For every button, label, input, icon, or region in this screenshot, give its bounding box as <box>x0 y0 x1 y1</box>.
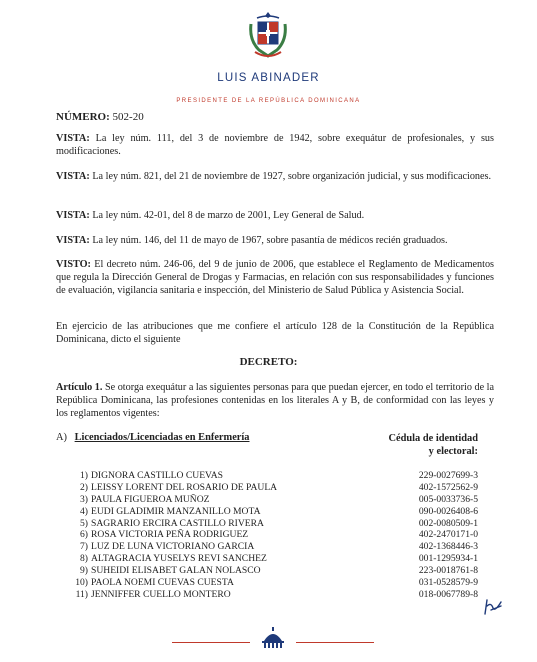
visto-label: VISTO: <box>56 259 91 270</box>
president-name: LUIS ABINADER <box>217 72 320 84</box>
list-item <box>56 529 480 541</box>
vista-text: La ley núm. 42-01, del 8 de marzo de 2001, Ley General de Salud. <box>89 210 365 221</box>
item-index: 11) <box>75 588 88 600</box>
person-cedula: 002-0080509-1 <box>418 517 478 529</box>
item-index: 2) <box>80 481 88 493</box>
person-name: JENNIFFER CUELLO MONTERO <box>91 588 231 600</box>
section-letter: A) <box>56 432 67 443</box>
decree-number-value: 502-20 <box>112 111 144 123</box>
person-name: EUDI GLADIMIR MANZANILLO MOTA <box>91 505 261 517</box>
person-cedula: 402-2470171-0 <box>418 529 478 541</box>
visto-text: El decreto núm. 246-06, del 9 de junio de 2006, que establece el Reglamento de Medicamentos que regula la Dirección General de Drogas y Farmacias, en relación con sus responsabilidades y funciones de evaluación, vigilancia sanitaria e inspección, del Ministerio de Salud Pública y Asistencia Social. <box>56 259 494 296</box>
vista-paragraph-3 <box>56 209 494 222</box>
person-name: LUZ DE LUNA VICTORIANO GARCIA <box>91 541 255 553</box>
footer-divider-right <box>296 642 374 643</box>
footer-divider-left <box>172 642 250 643</box>
ejercicio-paragraph: En ejercicio de las atribuciones que me confiere el artículo 128 de la Constitución de la República Dominicana, dicto el siguiente <box>56 321 494 345</box>
person-cedula: 402-1368446-3 <box>418 541 478 553</box>
person-name: PAOLA NOEMI CUEVAS CUESTA <box>91 577 234 589</box>
person-cedula: 402-1572562-9 <box>418 481 478 493</box>
list-item <box>56 518 480 530</box>
vista-label: VISTA: <box>56 133 90 144</box>
item-index: 7) <box>80 541 88 553</box>
vista-label: VISTA: <box>56 210 90 221</box>
vista-paragraph-2 <box>56 170 494 183</box>
list-item <box>56 541 480 553</box>
vista-text: La ley núm. 111, del 3 de noviembre de 1942, sobre exequátur de profesionales, y sus modificaciones. <box>56 133 494 157</box>
person-cedula: 031-0528579-9 <box>418 577 478 589</box>
cedula-header-line-1: Cédula de identidad <box>388 433 478 444</box>
list-item <box>56 494 480 506</box>
person-cedula: 090-0026408-6 <box>418 505 478 517</box>
vista-label: VISTA: <box>56 235 90 246</box>
list-item <box>56 565 480 577</box>
people-list <box>56 470 480 601</box>
item-index: 10) <box>75 577 88 589</box>
decree-number-label: NÚMERO: <box>56 111 110 123</box>
list-item <box>56 589 480 601</box>
signature-initials-icon <box>481 596 505 616</box>
decreto-heading: DECRETO: <box>239 356 298 368</box>
vista-text: La ley núm. 146, del 11 de mayo de 1967, sobre pasantía de médicos recién graduados. <box>89 235 448 246</box>
list-item <box>56 506 480 518</box>
person-cedula: 018-0067789-8 <box>418 588 478 600</box>
list-item <box>56 553 480 565</box>
vista-label: VISTA: <box>56 171 90 182</box>
list-item <box>56 482 480 494</box>
articulo-1-paragraph <box>56 381 494 420</box>
item-index: 5) <box>80 517 88 529</box>
item-index: 4) <box>80 505 88 517</box>
person-cedula: 229-0027699-3 <box>418 470 478 481</box>
decree-number <box>56 111 144 123</box>
vista-text: La ley núm. 821, del 21 de noviembre de 1927, sobre organización judicial, y sus modificaciones. <box>89 171 492 182</box>
visto-paragraph <box>56 258 494 297</box>
item-index: 3) <box>80 493 88 505</box>
section-a-heading <box>56 432 250 443</box>
person-name: DIGNORA CASTILLO CUEVAS <box>91 470 224 481</box>
person-cedula: 005-0033736-5 <box>418 493 478 505</box>
list-item <box>56 470 480 482</box>
president-title: PRESIDENTE DE LA REPÚBLICA DOMINICANA <box>176 98 361 104</box>
palace-emblem-icon <box>260 627 286 649</box>
vista-paragraph-4 <box>56 234 494 247</box>
cedula-header-line-2: y electoral: <box>428 446 478 457</box>
cedula-column-header <box>380 432 478 458</box>
person-cedula: 001-1295934-1 <box>418 553 478 565</box>
vista-paragraph-1 <box>56 132 494 158</box>
articulo-label: Artículo 1. <box>56 382 103 393</box>
person-name: SUHEIDI ELISABET GALAN NOLASCO <box>91 565 261 577</box>
person-name: LEISSY LORENT DEL ROSARIO DE PAULA <box>91 481 278 493</box>
item-index: 8) <box>80 553 88 565</box>
person-name: ALTAGRACIA YUSELYS REVI SANCHEZ <box>91 553 267 565</box>
articulo-text: Se otorga exequátur a las siguientes personas para que puedan ejercer, en todo el territorio de la República Dominicana, las profesiones contenidas en los literales A y B, de conformidad con las leyes y los reglamentos vigentes: <box>56 382 494 419</box>
section-title: Licenciados/Licenciadas en Enfermería <box>74 432 250 443</box>
person-name: PAULA FIGUEROA MUÑOZ <box>91 493 210 505</box>
person-cedula: 223-0018761-8 <box>418 565 478 577</box>
item-index: 1) <box>80 470 88 481</box>
person-name: SAGRARIO ERCIRA CASTILLO RIVERA <box>91 517 264 529</box>
item-index: 9) <box>80 565 88 577</box>
item-index: 6) <box>80 529 88 541</box>
coat-of-arms-icon <box>245 10 291 60</box>
list-item <box>56 577 480 589</box>
person-name: ROSA VICTORIA PEÑA RODRIGUEZ <box>91 529 249 541</box>
